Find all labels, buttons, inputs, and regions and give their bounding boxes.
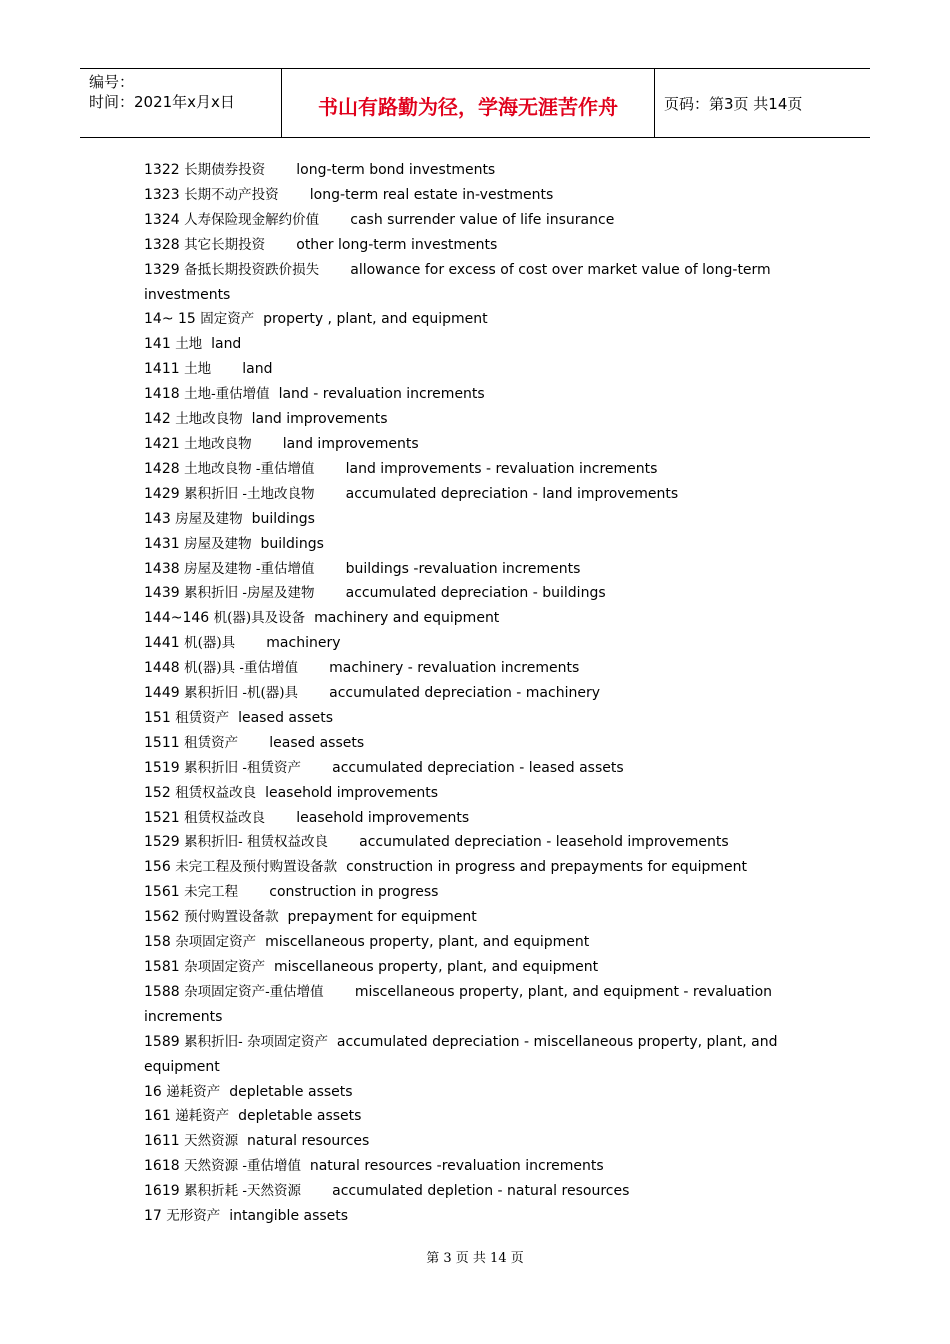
account-entry [144,432,814,457]
account-entry [144,258,814,308]
account-entry [144,806,814,831]
account-code: 1611 [144,1133,180,1150]
account-code: 1618 [144,1158,180,1175]
document-time-label: 时间：2021年x月x日 [89,93,235,111]
account-name-en: accumulated depreciation - buildings [345,585,606,602]
header-page-cell [655,69,870,137]
account-name-en: natural resources -revaluation increments [309,1158,604,1175]
account-name-en: accumulated depreciation - leased assets [332,759,624,776]
account-code: 1428 [144,460,180,477]
account-entry [144,880,814,905]
account-name-en: construction in progress [269,884,439,901]
account-entry [144,681,814,706]
account-name-en: miscellaneous property, plant, and equipment [274,959,599,975]
account-name-zh: 预付购置设备款 [184,909,279,926]
account-code: 1511 [144,734,180,751]
account-code: 1448 [144,660,180,677]
account-name-en: leasehold improvements [265,784,438,801]
account-name-en: machinery - revaluation increments [329,660,580,677]
account-entry [144,606,814,631]
account-name-zh: 累积折旧 -土地改良物 [184,485,315,502]
account-name-en: miscellaneous property, plant, and equipment [265,934,590,951]
account-name-en: construction in progress and prepayments for equipment [346,859,748,876]
account-name-zh: 累积折旧 -租赁资产 [184,759,301,776]
account-entry [144,357,814,382]
account-entry [144,581,814,606]
account-entry [144,756,814,781]
account-code: 158 [144,934,171,951]
account-name-zh: 土地改良物 -重估增值 [184,460,315,477]
account-code: 141 [144,336,171,353]
account-name-en: leased assets [238,709,333,726]
account-name-en: allowance for excess of cost over market value of long-term investments [144,261,771,303]
account-name-en: accumulated depreciation - machinery [329,685,600,702]
account-entry [144,706,814,731]
account-name-en: land improvements [251,411,388,428]
account-name-zh: 长期债券投资 [184,162,266,178]
account-code: 1438 [144,560,180,577]
account-name-zh: 土地-重估增值 [184,386,270,403]
account-name-zh: 房屋及建物 [175,510,243,527]
account-code: 1581 [144,959,180,975]
account-name-zh: 租赁权益改良 [184,809,266,826]
account-entry [144,1204,814,1229]
account-entry [144,382,814,407]
account-code: 1421 [144,435,180,452]
account-entry [144,781,814,806]
account-name-en: intangible assets [229,1208,349,1225]
account-entry [144,905,814,930]
header-page-info: 页码：第3页 共14页 [664,95,803,113]
account-code: 142 [144,411,171,428]
account-code: 144~146 [144,610,210,627]
account-entry [144,631,814,656]
account-name-zh: 未完工程及预付购置设备款 [175,859,338,876]
account-code: 1441 [144,635,180,652]
account-code: 156 [144,859,171,876]
account-entry [144,532,814,557]
account-name-zh: 房屋及建物 [184,535,252,552]
account-name-en: long-term bond investments [296,162,496,178]
account-name-en: buildings [260,535,324,552]
account-name-zh: 累积折旧 -机(器)具 [184,685,298,702]
account-code: 14~ 15 [144,311,196,328]
account-entry [144,1154,814,1179]
account-name-en: depletable assets [229,1083,353,1100]
account-code: 1411 [144,361,180,378]
account-code: 1588 [144,983,180,1000]
account-name-zh: 天然资源 -重估增值 [184,1158,301,1175]
account-entry [144,307,814,332]
account-name-zh: 租赁资产 [184,734,239,751]
account-code: 1324 [144,211,180,228]
account-name-zh: 无形资产 [166,1208,221,1225]
account-name-en: buildings [251,510,315,527]
account-name-zh: 土地改良物 [175,411,243,428]
account-name-zh: 备抵长期投资跌价损失 [184,261,320,278]
account-name-en: prepayment for equipment [287,909,477,926]
account-entry [144,208,814,233]
account-entry [144,980,814,1030]
account-name-en: long-term real estate in-vestments [309,186,554,203]
account-name-zh: 土地改良物 [184,435,252,452]
account-name-zh: 固定资产 [200,311,255,328]
account-entry [144,656,814,681]
account-name-zh: 递耗资产 [175,1108,230,1125]
account-name-en: leasehold improvements [296,809,470,826]
account-name-en: cash surrender value of life insurance [350,211,615,228]
account-name-en: natural resources [247,1133,370,1150]
header-motto: 书山有路勤为径，学海无涯苦作舟 [318,95,618,119]
account-entry [144,1179,814,1204]
account-name-en: property , plant, and equipment [263,311,488,328]
account-name-zh: 累积折旧- 租赁权益改良 [184,834,328,851]
account-code: 1439 [144,585,180,602]
account-entry [144,183,814,208]
account-entry [144,855,814,880]
account-name-en: other long-term investments [296,236,498,253]
account-name-en: depletable assets [238,1108,362,1125]
account-code: 1519 [144,759,180,776]
header-info-cell [80,69,282,137]
account-code: 17 [144,1208,162,1225]
account-entry [144,507,814,532]
account-code: 1323 [144,186,180,203]
account-entry [144,955,814,980]
account-name-zh: 机(器)具及设备 [213,610,306,627]
account-entry [144,158,814,183]
account-name-zh: 天然资源 [184,1133,239,1150]
account-code: 161 [144,1108,171,1125]
account-code: 1431 [144,535,180,552]
account-name-zh: 累积折耗 -天然资源 [184,1183,301,1200]
account-name-en: land [242,361,273,378]
account-name-zh: 长期不动产投资 [184,186,279,203]
account-entry [144,233,814,258]
account-entry [144,731,814,756]
account-name-zh: 杂项固定资产 [184,959,266,975]
account-code: 1619 [144,1183,180,1200]
account-entry [144,1104,814,1129]
account-code: 1329 [144,261,180,278]
account-name-zh: 租赁资产 [175,709,230,726]
account-entry [144,1080,814,1105]
account-code: 1429 [144,485,180,502]
account-name-zh: 人寿保险现金解约价值 [184,211,320,228]
account-entry-list [144,158,814,1229]
account-name-en: accumulated depreciation - leasehold improvements [359,834,729,851]
account-code: 1328 [144,236,180,253]
account-name-zh: 土地 [184,361,212,378]
account-name-zh: 房屋及建物 -重估增值 [184,560,315,577]
account-entry [144,930,814,955]
account-name-zh: 租赁权益改良 [175,784,257,801]
account-name-en: land - revaluation increments [278,386,485,403]
account-name-zh: 机(器)具 -重估增值 [184,660,298,677]
account-name-zh: 累积折旧- 杂项固定资产 [184,1033,328,1050]
account-name-en: land improvements - revaluation increments [345,460,658,477]
account-code: 1418 [144,386,180,403]
account-entry [144,482,814,507]
account-entry [144,332,814,357]
account-name-zh: 未完工程 [184,884,239,901]
account-code: 1562 [144,909,180,926]
account-name-en: machinery and equipment [314,610,500,627]
header-motto-cell [282,69,655,137]
account-name-zh: 杂项固定资产-重估增值 [184,983,324,1000]
account-code: 151 [144,709,171,726]
account-code: 1449 [144,685,180,702]
account-name-en: buildings -revaluation increments [345,560,581,577]
account-entry [144,457,814,482]
account-name-zh: 机(器)具 [184,635,236,652]
account-name-en: miscellaneous property, plant, and equipment - revaluation increments [144,983,773,1025]
account-entry [144,830,814,855]
account-entry [144,557,814,582]
page-header [80,68,870,138]
account-code: 152 [144,784,171,801]
account-name-en: land improvements [282,435,419,452]
account-code: 1322 [144,162,180,178]
account-code: 1529 [144,834,180,851]
account-name-en: leased assets [269,734,365,751]
account-code: 16 [144,1083,162,1100]
account-entry [144,407,814,432]
account-code: 1589 [144,1033,180,1050]
document-number-label: 编号： [89,73,135,91]
account-name-zh: 杂项固定资产 [175,934,257,951]
account-name-en: accumulated depreciation - land improvements [345,485,679,502]
account-name-zh: 土地 [175,336,203,353]
account-name-zh: 递耗资产 [166,1083,221,1100]
account-name-en: machinery [266,635,341,652]
account-code: 1561 [144,884,180,901]
page-footer: 第 3 页 共 14 页 [426,1251,524,1266]
account-name-en: land [211,336,242,353]
account-code: 143 [144,510,171,527]
account-name-zh: 其它长期投资 [184,236,266,253]
account-name-en: accumulated depreciation - miscellaneous property, plant, and equipment [144,1033,778,1075]
account-name-en: accumulated depletion - natural resources [332,1183,630,1200]
account-name-zh: 累积折旧 -房屋及建物 [184,585,315,602]
account-entry [144,1030,814,1080]
account-entry [144,1129,814,1154]
account-code: 1521 [144,809,180,826]
